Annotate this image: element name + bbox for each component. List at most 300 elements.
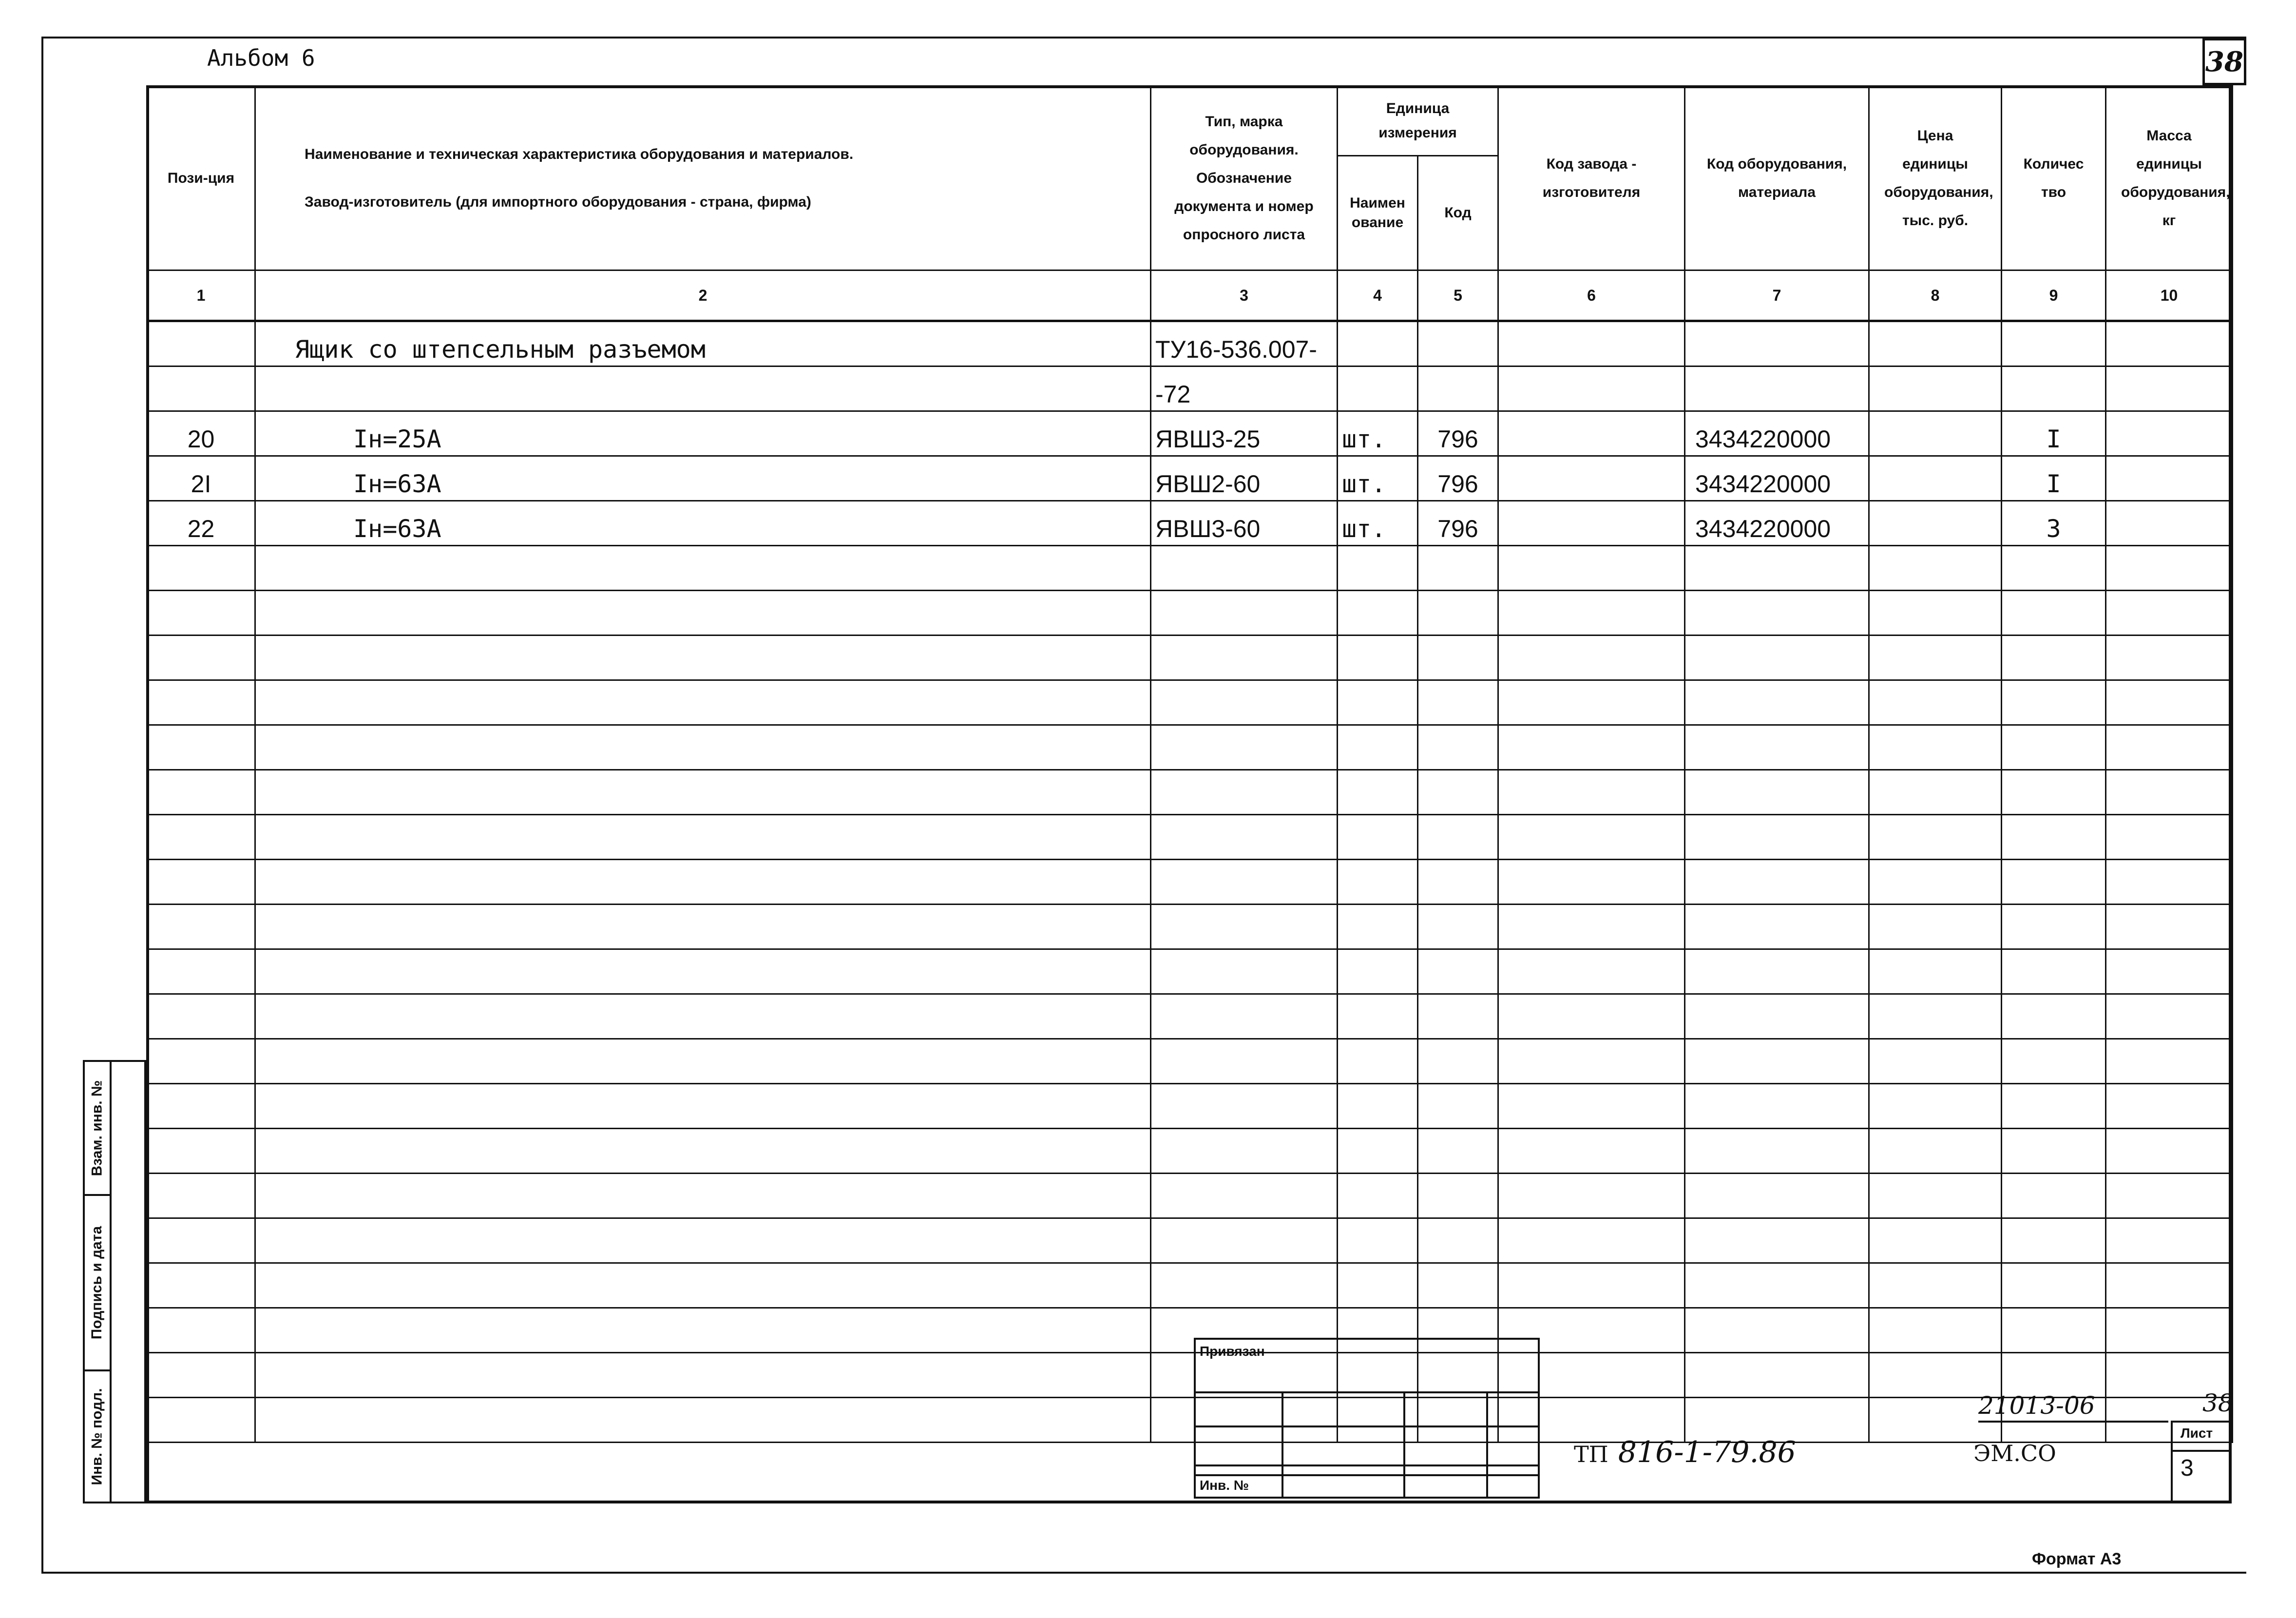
empty-cell: [1498, 770, 1685, 815]
cell-position: 20: [147, 411, 255, 456]
empty-cell: [1869, 994, 2002, 1039]
empty-cell: [1685, 860, 1869, 905]
cell-factory-code: [1498, 501, 1685, 546]
empty-cell: [255, 905, 1151, 949]
empty-cell: [1685, 680, 1869, 725]
cell-type: -72: [1151, 366, 1338, 411]
header-unit-name: Наименование: [1338, 156, 1418, 270]
empty-cell: [1498, 860, 1685, 905]
empty-cell: [1338, 1039, 1418, 1084]
empty-cell: [2106, 725, 2233, 770]
empty-row: [147, 636, 2233, 680]
empty-cell: [1869, 1308, 2002, 1353]
cell-price: [1869, 366, 2002, 411]
empty-cell: [2002, 546, 2106, 591]
empty-cell: [2002, 1308, 2106, 1353]
binding-stamp: [1194, 1338, 1540, 1499]
empty-cell: [255, 1218, 1151, 1263]
empty-cell: [1685, 591, 1869, 636]
empty-cell: [2106, 680, 2233, 725]
document-designation: [1574, 1435, 1796, 1469]
empty-cell: [255, 770, 1151, 815]
empty-cell: [2106, 949, 2233, 994]
col-number: 4: [1338, 270, 1418, 321]
cell-unit: шт.: [1338, 411, 1418, 456]
empty-cell: [1338, 994, 1418, 1039]
empty-cell: [255, 591, 1151, 636]
empty-cell: [1338, 591, 1418, 636]
empty-cell: [1151, 1084, 1338, 1129]
empty-cell: [2106, 1129, 2233, 1174]
side-label-vzam: Взам. инв. №: [89, 1080, 105, 1176]
empty-cell: [1498, 1174, 1685, 1218]
col-number: 2: [255, 270, 1151, 321]
side-cell-inv: [85, 1371, 112, 1502]
doc-prefix: ТП: [1574, 1441, 1608, 1467]
empty-cell: [1498, 591, 1685, 636]
empty-cell: [147, 1174, 255, 1218]
empty-cell: [1869, 1263, 2002, 1308]
empty-cell: [255, 636, 1151, 680]
empty-cell: [1685, 725, 1869, 770]
empty-cell: [1869, 815, 2002, 860]
empty-cell: [2106, 815, 2233, 860]
format-label: Формат А3: [2032, 1550, 2122, 1568]
empty-cell: [255, 1263, 1151, 1308]
empty-row: [147, 1263, 2233, 1308]
empty-cell: [147, 1353, 255, 1398]
header-mass: Масса единицы оборудования, кг: [2106, 86, 2233, 270]
empty-cell: [1338, 1218, 1418, 1263]
empty-cell: [1685, 1218, 1869, 1263]
cell-equipment-code: 3434220000: [1685, 411, 1869, 456]
empty-cell: [147, 949, 255, 994]
table-row: [147, 366, 2233, 411]
empty-cell: [2002, 1084, 2106, 1129]
empty-cell: [1151, 905, 1338, 949]
empty-cell: [1869, 770, 2002, 815]
cell-equipment-code: 3434220000: [1685, 501, 1869, 546]
empty-cell: [1151, 1174, 1338, 1218]
empty-cell: [147, 725, 255, 770]
empty-cell: [147, 1218, 255, 1263]
cell-position: [147, 366, 255, 411]
empty-cell: [2106, 770, 2233, 815]
side-label-podpis: Подпись и дата: [89, 1226, 105, 1340]
empty-cell: [2106, 636, 2233, 680]
header-position: Пози-ция: [147, 86, 255, 270]
empty-cell: [1685, 770, 1869, 815]
empty-cell: [1151, 1218, 1338, 1263]
header-name-line1: Наименование и техническая характеристика оборудования и материалов.: [305, 146, 854, 162]
empty-cell: [2106, 1218, 2233, 1263]
empty-cell: [1151, 591, 1338, 636]
empty-cell: [1151, 636, 1338, 680]
empty-cell: [1338, 546, 1418, 591]
empty-cell: [1418, 770, 1498, 815]
empty-cell: [1151, 770, 1338, 815]
empty-row: [147, 1174, 2233, 1218]
empty-cell: [2002, 1039, 2106, 1084]
empty-cell: [1418, 1263, 1498, 1308]
empty-cell: [1869, 905, 2002, 949]
empty-cell: [1418, 1218, 1498, 1263]
empty-cell: [2002, 1129, 2106, 1174]
empty-cell: [2002, 725, 2106, 770]
empty-cell: [147, 1263, 255, 1308]
empty-cell: [147, 636, 255, 680]
cell-type: ТУ16-536.007-: [1151, 321, 1338, 366]
empty-row: [147, 860, 2233, 905]
empty-cell: [255, 949, 1151, 994]
cell-quantity: 3: [2002, 501, 2106, 546]
empty-cell: [1151, 546, 1338, 591]
empty-cell: [1498, 1039, 1685, 1084]
empty-cell: [1685, 1308, 1869, 1353]
empty-cell: [1869, 860, 2002, 905]
empty-cell: [1685, 1263, 1869, 1308]
empty-cell: [147, 680, 255, 725]
empty-cell: [1338, 1174, 1418, 1218]
empty-cell: [1418, 1129, 1498, 1174]
empty-cell: [1685, 994, 1869, 1039]
cell-position: 2I: [147, 456, 255, 501]
empty-cell: [1151, 680, 1338, 725]
empty-row: [147, 1308, 2233, 1353]
empty-cell: [255, 1084, 1151, 1129]
doc-number: 816-1-79.86: [1618, 1435, 1796, 1469]
empty-row: [147, 1084, 2233, 1129]
cell-name: [255, 366, 1151, 411]
cell-unit-code: 796: [1418, 456, 1498, 501]
empty-cell: [1418, 815, 1498, 860]
cell-type: ЯВШ3-60: [1151, 501, 1338, 546]
empty-cell: [1498, 994, 1685, 1039]
table-row: [147, 321, 2233, 366]
empty-cell: [1418, 860, 1498, 905]
column-number-row: [147, 270, 2233, 321]
empty-cell: [2002, 1263, 2106, 1308]
empty-cell: [1869, 546, 2002, 591]
empty-cell: [1498, 815, 1685, 860]
cell-unit-code: 796: [1418, 501, 1498, 546]
empty-cell: [2002, 680, 2106, 725]
empty-cell: [1685, 905, 1869, 949]
empty-cell: [1498, 1263, 1685, 1308]
empty-cell: [1498, 1218, 1685, 1263]
cell-name: Iн=25А: [255, 411, 1151, 456]
empty-cell: [1418, 949, 1498, 994]
empty-cell: [1338, 815, 1418, 860]
empty-cell: [255, 1353, 1151, 1398]
empty-cell: [1869, 591, 2002, 636]
empty-cell: [2106, 1084, 2233, 1129]
empty-cell: [1418, 725, 1498, 770]
empty-cell: [2002, 591, 2106, 636]
empty-cell: [1869, 680, 2002, 725]
empty-cell: [1418, 905, 1498, 949]
empty-cell: [1418, 1084, 1498, 1129]
empty-cell: [147, 1084, 255, 1129]
empty-cell: [255, 1039, 1151, 1084]
empty-cell: [255, 725, 1151, 770]
empty-cell: [1685, 1174, 1869, 1218]
empty-cell: [255, 860, 1151, 905]
empty-cell: [147, 815, 255, 860]
empty-cell: [1338, 905, 1418, 949]
empty-cell: [1151, 1129, 1338, 1174]
empty-row: [147, 1129, 2233, 1174]
empty-cell: [1498, 1129, 1685, 1174]
empty-cell: [1151, 949, 1338, 994]
empty-cell: [2106, 546, 2233, 591]
empty-cell: [1498, 949, 1685, 994]
table-row: [147, 411, 2233, 456]
side-stamp: [83, 1060, 146, 1503]
empty-cell: [1685, 546, 1869, 591]
cell-price: [1869, 321, 2002, 366]
empty-cell: [255, 1174, 1151, 1218]
empty-cell: [1685, 1039, 1869, 1084]
cell-unit: шт.: [1338, 501, 1418, 546]
empty-cell: [1685, 949, 1869, 994]
specification-table: [146, 85, 2233, 1443]
doc-mark: ЭМ.СО: [1973, 1440, 2056, 1466]
empty-cell: [1498, 725, 1685, 770]
cell-unit: [1338, 366, 1418, 411]
empty-cell: [147, 1308, 255, 1353]
empty-cell: [1869, 636, 2002, 680]
project-code: 21013-06: [1978, 1391, 2095, 1420]
cell-unit-code: 796: [1418, 411, 1498, 456]
cell-position: 22: [147, 501, 255, 546]
header-equipment-code: Код оборудования, материала: [1685, 86, 1869, 270]
empty-row: [147, 546, 2233, 591]
cell-factory-code: [1498, 456, 1685, 501]
side-cell-podpis: [85, 1196, 112, 1371]
empty-cell: [2106, 1039, 2233, 1084]
empty-cell: [1151, 1263, 1338, 1308]
empty-cell: [1338, 860, 1418, 905]
header-price: Цена единицы оборудования, тыс. руб.: [1869, 86, 2002, 270]
list-label: Лист: [2181, 1425, 2213, 1441]
cell-type: ЯВШ2-60: [1151, 456, 1338, 501]
cell-name: Ящик со штепсельным разъемом: [255, 321, 1151, 366]
col-number: 8: [1869, 270, 2002, 321]
empty-cell: [1498, 680, 1685, 725]
empty-cell: [2002, 1218, 2106, 1263]
empty-cell: [255, 994, 1151, 1039]
empty-cell: [2002, 949, 2106, 994]
empty-row: [147, 680, 2233, 725]
empty-cell: [255, 815, 1151, 860]
empty-row: [147, 905, 2233, 949]
empty-cell: [1418, 546, 1498, 591]
cell-equipment-code: 3434220000: [1685, 456, 1869, 501]
empty-cell: [1338, 1084, 1418, 1129]
table-row: [147, 456, 2233, 501]
empty-cell: [1869, 949, 2002, 994]
cell-equipment-code: [1685, 321, 1869, 366]
empty-cell: [1338, 770, 1418, 815]
empty-cell: [1338, 636, 1418, 680]
cell-factory-code: [1498, 321, 1685, 366]
col-number: 6: [1498, 270, 1685, 321]
cell-quantity: I: [2002, 456, 2106, 501]
empty-cell: [1869, 1174, 2002, 1218]
col-number: 3: [1151, 270, 1338, 321]
empty-cell: [1869, 1129, 2002, 1174]
empty-cell: [2106, 994, 2233, 1039]
empty-cell: [2106, 1263, 2233, 1308]
empty-cell: [1151, 725, 1338, 770]
empty-cell: [1869, 1353, 2002, 1398]
empty-cell: [1338, 680, 1418, 725]
col-number: 7: [1685, 270, 1869, 321]
empty-cell: [1418, 1174, 1498, 1218]
cell-mass: [2106, 366, 2233, 411]
cell-unit-code: [1418, 366, 1498, 411]
empty-cell: [255, 546, 1151, 591]
empty-cell: [1685, 1084, 1869, 1129]
col-number: 10: [2106, 270, 2233, 321]
header-factory-code: Код завода - изготовителя: [1498, 86, 1685, 270]
header-unit-code: Код: [1418, 156, 1498, 270]
cell-mass: [2106, 501, 2233, 546]
empty-cell: [147, 905, 255, 949]
empty-row: [147, 1398, 2233, 1443]
empty-cell: [1685, 1353, 1869, 1398]
side-label-inv: Инв. № подл.: [89, 1387, 105, 1485]
empty-row: [147, 815, 2233, 860]
header-name-line2: Завод-изготовитель (для импортного оборудования - страна, фирма): [305, 193, 811, 210]
empty-cell: [147, 860, 255, 905]
list-value: 3: [2181, 1455, 2194, 1481]
cell-factory-code: [1498, 366, 1685, 411]
empty-cell: [2002, 994, 2106, 1039]
cell-mass: [2106, 321, 2233, 366]
empty-row: [147, 949, 2233, 994]
table-row: [147, 501, 2233, 546]
empty-cell: [1338, 1129, 1418, 1174]
empty-cell: [1338, 1263, 1418, 1308]
col-number: 5: [1418, 270, 1498, 321]
empty-cell: [1418, 591, 1498, 636]
empty-cell: [2002, 636, 2106, 680]
empty-cell: [1151, 994, 1338, 1039]
header-type: Тип, марка оборудования. Обозначение документа и номер опросного листа: [1151, 86, 1338, 270]
header-quantity: Количество: [2002, 86, 2106, 270]
cell-quantity: [2002, 321, 2106, 366]
empty-cell: [147, 1129, 255, 1174]
empty-cell: [2002, 860, 2106, 905]
cell-equipment-code: [1685, 366, 1869, 411]
empty-rows: [147, 546, 2233, 1443]
empty-cell: [2002, 1353, 2106, 1398]
col-number: 9: [2002, 270, 2106, 321]
empty-cell: [1498, 546, 1685, 591]
empty-cell: [1418, 636, 1498, 680]
sheet-number-box: [2202, 38, 2246, 85]
empty-cell: [255, 1308, 1151, 1353]
inventory-label: Инв. №: [1200, 1478, 1249, 1493]
empty-cell: [1869, 725, 2002, 770]
empty-cell: [2002, 770, 2106, 815]
empty-cell: [2002, 1174, 2106, 1218]
empty-cell: [1151, 1039, 1338, 1084]
empty-row: [147, 770, 2233, 815]
empty-cell: [147, 994, 255, 1039]
empty-cell: [2106, 1174, 2233, 1218]
empty-cell: [1685, 815, 1869, 860]
cell-unit: шт.: [1338, 456, 1418, 501]
empty-cell: [147, 1398, 255, 1443]
empty-cell: [1151, 860, 1338, 905]
empty-cell: [1418, 994, 1498, 1039]
empty-row: [147, 591, 2233, 636]
side-cell-vzam: [85, 1062, 112, 1196]
table-body: [147, 321, 2233, 546]
sheets-total: 38: [2202, 1389, 2234, 1417]
sheet-number: 38: [2205, 45, 2243, 78]
empty-row: [147, 1218, 2233, 1263]
empty-row: [147, 1039, 2233, 1084]
empty-cell: [1418, 680, 1498, 725]
cell-unit-code: [1418, 321, 1498, 366]
album-label: Альбом 6: [207, 45, 315, 71]
header-unit-group: Единица измерения: [1338, 86, 1498, 156]
cell-price: [1869, 456, 2002, 501]
empty-cell: [1869, 1039, 2002, 1084]
empty-cell: [1685, 636, 1869, 680]
empty-row: [147, 994, 2233, 1039]
cell-quantity: [2002, 366, 2106, 411]
cell-price: [1869, 411, 2002, 456]
empty-cell: [147, 1039, 255, 1084]
empty-cell: [1418, 1039, 1498, 1084]
empty-cell: [1498, 905, 1685, 949]
empty-cell: [2002, 905, 2106, 949]
cell-price: [1869, 501, 2002, 546]
empty-cell: [1338, 725, 1418, 770]
cell-factory-code: [1498, 411, 1685, 456]
empty-cell: [2106, 591, 2233, 636]
cell-name: Iн=63А: [255, 456, 1151, 501]
cell-unit: [1338, 321, 1418, 366]
empty-cell: [255, 1129, 1151, 1174]
empty-cell: [1498, 1084, 1685, 1129]
empty-row: [147, 1353, 2233, 1398]
empty-cell: [1151, 815, 1338, 860]
cell-mass: [2106, 411, 2233, 456]
empty-cell: [2002, 815, 2106, 860]
cell-mass: [2106, 456, 2233, 501]
col-number: 1: [147, 270, 255, 321]
empty-cell: [255, 1398, 1151, 1443]
empty-row: [147, 725, 2233, 770]
empty-cell: [255, 680, 1151, 725]
empty-cell: [1869, 1218, 2002, 1263]
cell-quantity: I: [2002, 411, 2106, 456]
empty-cell: [1869, 1084, 2002, 1129]
cell-name: Iн=63А: [255, 501, 1151, 546]
empty-cell: [2106, 905, 2233, 949]
table-header: [147, 86, 2233, 321]
empty-cell: [1685, 1129, 1869, 1174]
empty-cell: [147, 591, 255, 636]
empty-cell: [147, 546, 255, 591]
cell-type: ЯВШ3-25: [1151, 411, 1338, 456]
